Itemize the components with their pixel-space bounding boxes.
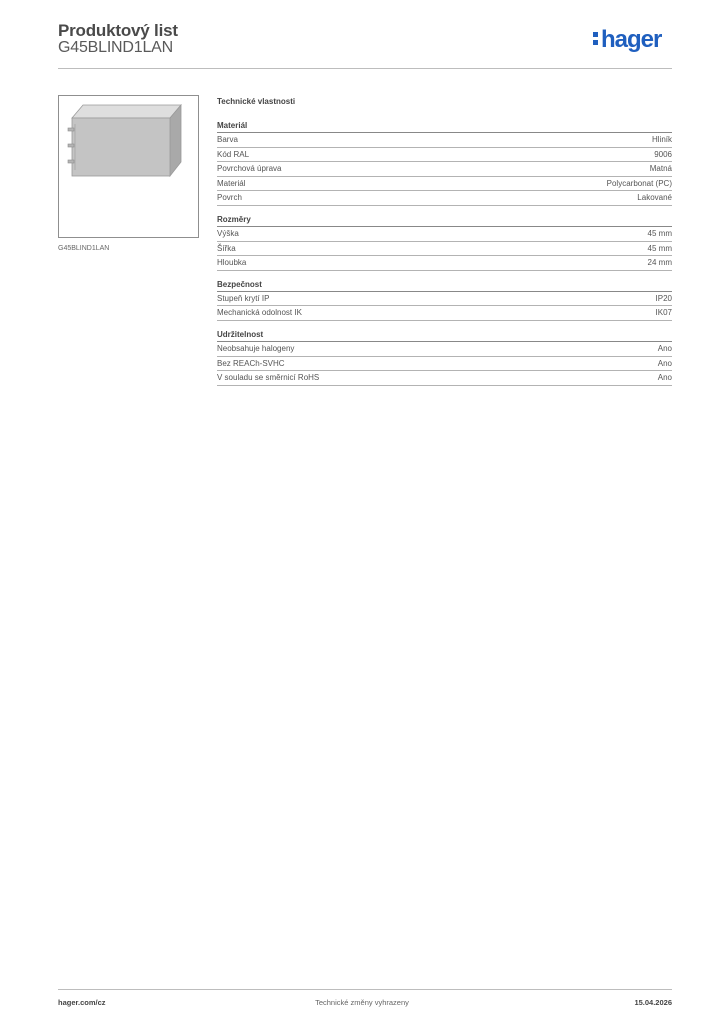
spec-row xyxy=(217,342,672,357)
spec-value: Ano xyxy=(657,358,672,368)
product-image-caption: G45BLIND1LAN xyxy=(58,245,110,252)
spec-group-title: Rozměry xyxy=(217,214,672,227)
specs-heading: Technické vlastnosti xyxy=(217,97,296,106)
spec-groups xyxy=(217,120,672,386)
spec-row xyxy=(217,242,672,257)
technical-specs xyxy=(217,96,672,394)
spec-key: Neobsahuje halogeny xyxy=(217,343,295,353)
spec-value: Ano xyxy=(657,373,672,383)
spec-row xyxy=(217,148,672,163)
spec-row xyxy=(217,162,672,177)
spec-row xyxy=(217,292,672,307)
spec-row xyxy=(217,371,672,386)
footer-divider xyxy=(58,989,672,990)
footer-disclaimer: Technické změny vyhrazeny xyxy=(315,998,409,1007)
spec-key: Povrch xyxy=(217,193,242,203)
spec-value: 9006 xyxy=(654,149,672,159)
spec-group xyxy=(217,214,672,271)
spec-row xyxy=(217,133,672,148)
spec-value: IP20 xyxy=(655,293,672,303)
header-divider xyxy=(58,68,672,69)
logo-colon-icon xyxy=(593,30,598,46)
spec-value: Polycarbonat (PC) xyxy=(606,178,672,188)
spec-group xyxy=(217,279,672,321)
spec-value: IK07 xyxy=(655,308,672,318)
spec-row xyxy=(217,177,672,192)
spec-group-title: Bezpečnost xyxy=(217,279,672,292)
spec-key: Výška xyxy=(217,228,239,238)
spec-key: Hloubka xyxy=(217,258,247,268)
spec-value: Ano xyxy=(657,343,672,353)
spec-group-title: Materiál xyxy=(217,120,672,133)
product-image xyxy=(58,95,199,238)
spec-value: 45 mm xyxy=(647,228,672,238)
spec-value: 24 mm xyxy=(647,258,672,268)
spec-row xyxy=(217,357,672,372)
spec-row xyxy=(217,227,672,242)
spec-row xyxy=(217,256,672,271)
logo-text: hager xyxy=(601,26,662,53)
spec-value: Lakované xyxy=(637,193,672,203)
spec-key: Povrchová úprava xyxy=(217,164,282,174)
spec-key: Stupeň krytí IP xyxy=(217,293,270,303)
spec-key: Materiál xyxy=(217,178,246,188)
spec-key: Kód RAL xyxy=(217,149,250,159)
spec-key: V souladu se směrnicí RoHS xyxy=(217,373,320,383)
spec-row xyxy=(217,306,672,321)
footer-website-link[interactable]: hager.com/cz xyxy=(58,998,106,1007)
spec-group xyxy=(217,329,672,386)
spec-group xyxy=(217,120,672,206)
blind-plate-icon xyxy=(59,96,200,239)
spec-key: Mechanická odolnost IK xyxy=(217,308,302,318)
spec-value: Matná xyxy=(649,164,672,174)
spec-row xyxy=(217,191,672,206)
product-code: G45BLIND1LAN xyxy=(58,39,173,56)
spec-value: Hliník xyxy=(651,135,672,144)
spec-key: Bez REACh-SVHC xyxy=(217,358,285,368)
spec-group-title: Udržitelnost xyxy=(217,329,672,342)
spec-value: 45 mm xyxy=(647,243,672,253)
spec-key: Šířka xyxy=(217,243,236,253)
hager-logo xyxy=(593,28,661,52)
spec-key: Barva xyxy=(217,135,238,144)
footer-date: 15.04.2026 xyxy=(634,998,672,1007)
page-title: Produktový list xyxy=(58,21,178,40)
